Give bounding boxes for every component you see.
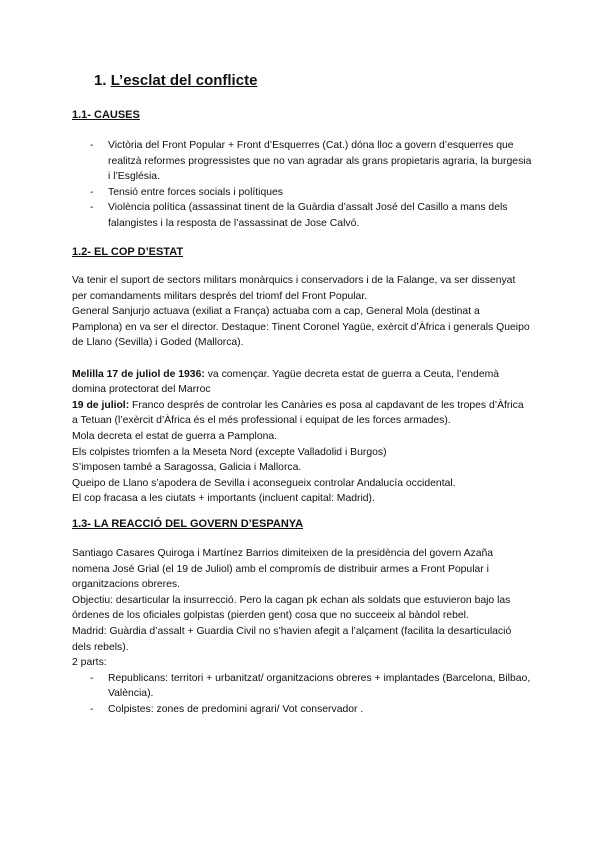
paragraph: Mola decreta el estat de guerra a Pamplona.	[72, 430, 278, 442]
list-item: - Violència política (assassinat tinent de la Guàrdia d’assalt José del Casillo a mans dels falangistes i la resposta de l’assassinat de Jose Calvó.	[72, 200, 532, 231]
paragraph: Queipo de Llano s’apodera de Sevilla i aconsegueix controlar Andalucía occidental.	[72, 477, 456, 489]
paragraph	[72, 398, 532, 429]
paragraph: 2 parts:	[72, 657, 107, 669]
paragraph: El cop fracasa a les ciutats + importants (incluent capital: Madrid).	[72, 493, 375, 505]
paragraph: Objectiu: desarticular la insurrecció. Pero la cagan pk echan als soldats que estuvieron bajo las órdenes de los oficiales golpistas (pierden gent) cosa que no succeeix al bàndol rebel.	[72, 594, 511, 622]
causes-list	[72, 138, 532, 232]
paragraph	[72, 367, 532, 398]
list-item: - Republicans: territori + urbanitzat/ organitzacions obreres + implantades (Barcelona, Bilbao, València).	[72, 671, 532, 702]
title-text: L’esclat del conflicte	[110, 72, 258, 89]
paragraph: Santiago Casares Quiroga i Martínez Barrios dimiteixen de la presidència del govern Azaña nomena José Grial (el 19 de Juliol) amb el compromís de distribuir armes a Front Popular i organitzacions obreres.	[72, 548, 494, 591]
section-heading-reaccio: 1.3- LA REACCIÓ DEL GOVERN D’ESPANYA	[72, 518, 304, 530]
paragraph-text: Franco després de controlar les Canàries es posa al capdavant de les tropes d’Àfrica a Tetuan (l’exèrcit d’Àfrica és el més professional i equipat de les forces armades).	[72, 399, 524, 427]
causes-list-block	[72, 138, 532, 232]
parts-list	[72, 671, 532, 718]
list-item: - Tensió entre forces socials i polítiques	[72, 185, 532, 201]
paragraph: Va tenir el suport de sectors militars monàrquics i conservadors i de la Falange, va ser dissenyat per comandaments militars després del triomf del Front Popular.	[72, 275, 516, 302]
list-item: - Colpistes: zones de predomini agrari/ Vot conservador .	[72, 702, 532, 718]
paragraph: S’imposen també a Saragossa, Galicia i Mallorca.	[72, 462, 302, 474]
section-heading-cop-estat: 1.2- EL COP D’ESTAT	[72, 246, 184, 258]
section-heading-causes: 1.1- CAUSES	[72, 109, 140, 121]
cop-estat-block	[72, 273, 532, 507]
paragraph: General Sanjurjo actuava (exiliat a França) actuaba com a cap, General Mola (destinat a Pamplona) en va ser el director. Destaque: Tinent Coronel Yagüe, exèrcit d’Àfrica i generals Queipo de Llano (Sevilla) i Goded (Mallorca).	[72, 306, 530, 349]
title-number: 1.	[94, 72, 107, 89]
list-item: - Victòria del Front Popular + Front d’Esquerres (Cat.) dóna lloc a govern d’esquerres que realitzà reformes progressistes que no van agradar als grans propietaris agraria, la burgesia i l’Església.	[72, 138, 532, 185]
date-19-juliol: 19 de juliol:	[72, 399, 130, 411]
date-melilla: Melilla 17 de juliol de 1936:	[72, 368, 205, 380]
page-title	[94, 72, 257, 90]
paragraph-text: va començar. Yagüe decreta estat de guerra a Ceuta, l’endemà domina protectorat del Marroc	[72, 368, 500, 396]
paragraph: Madrid: Guàrdia d’assalt + Guardia Civil no s’havien afegit a l’alçament (facilita la desarticulació dels rebels).	[72, 625, 512, 653]
reaccio-block	[72, 546, 532, 718]
paragraph: Els colpistes triomfen a la Meseta Nord (excepte Valladolid i Burgos)	[72, 446, 387, 458]
